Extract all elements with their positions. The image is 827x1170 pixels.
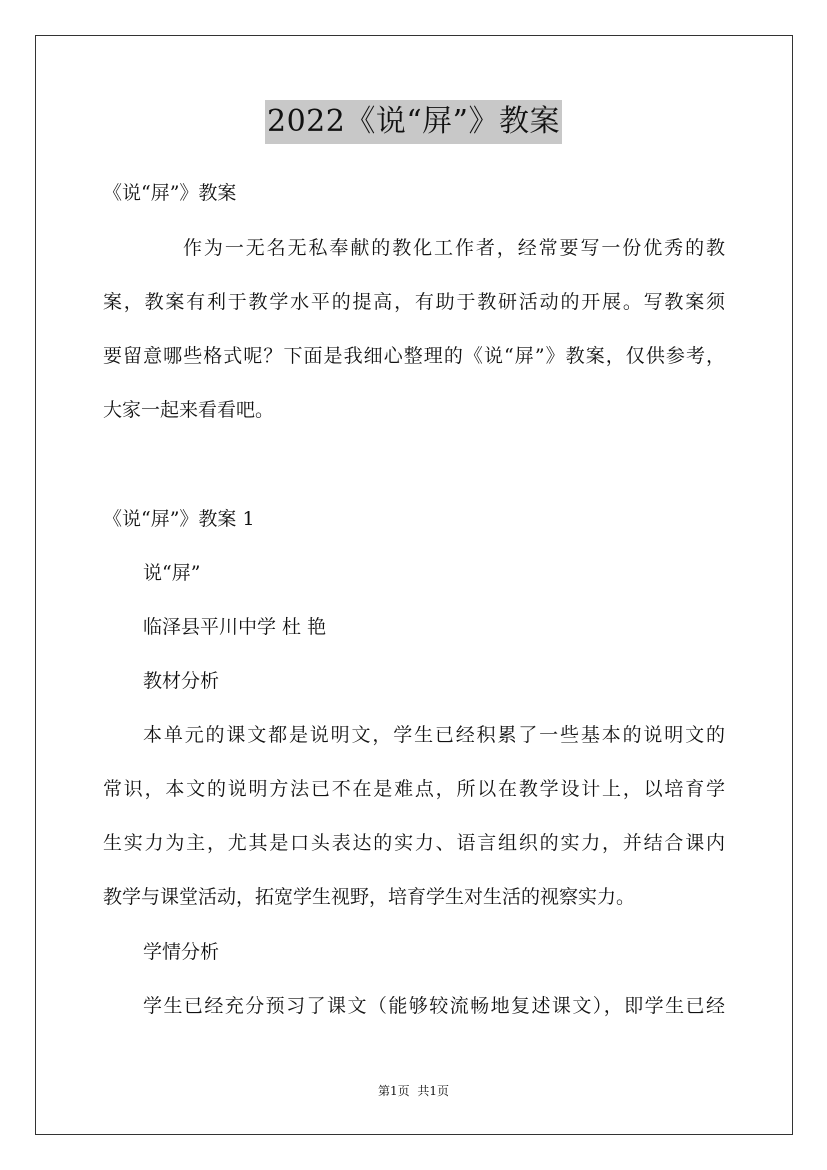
section-heading: 《说“屏”》教案 1 (103, 508, 255, 530)
page-footer (0, 1083, 827, 1099)
document-heading: 《说“屏”》教案 (103, 182, 237, 204)
material-line-4: 教学与课堂活动，拓宽学生视野，培育学生对生活的视察实力。 (103, 886, 636, 908)
page-total: 共1页 (417, 1084, 450, 1098)
document-title: 2022《说“屏”》教案 (265, 100, 562, 144)
intro-line-3: 要留意哪些格式呢？下面是我细心整理的《说“屏”》教案，仅供参考， (103, 345, 725, 367)
material-line-3: 生实力为主，尤其是口头表达的实力、语言组织的实力，并结合课内 (103, 832, 725, 854)
student-line-1: 学生已经充分预习了课文（能够较流畅地复述课文），即学生已经 (143, 995, 725, 1017)
intro-line-4: 大家一起来看看吧。 (103, 399, 275, 421)
page-current: 第1页 (377, 1084, 410, 1098)
intro-line-2: 案，教案有利于教学水平的提高，有助于教研活动的开展。写教案须 (103, 291, 725, 313)
title-wrap (0, 100, 827, 144)
material-line-2: 常识，本文的说明方法已不在是难点，所以在教学设计上，以培育学 (103, 778, 725, 800)
material-line-1: 本单元的课文都是说明文，学生已经积累了一些基本的说明文的 (143, 724, 725, 746)
lesson-title: 说“屏” (143, 562, 201, 584)
author-line: 临泽县平川中学 杜 艳 (143, 616, 327, 638)
intro-line-1: 作为一无名无私奉献的教化工作者，经常要写一份优秀的教 (183, 237, 725, 259)
material-heading: 教材分析 (143, 670, 220, 692)
student-heading: 学情分析 (143, 941, 220, 963)
